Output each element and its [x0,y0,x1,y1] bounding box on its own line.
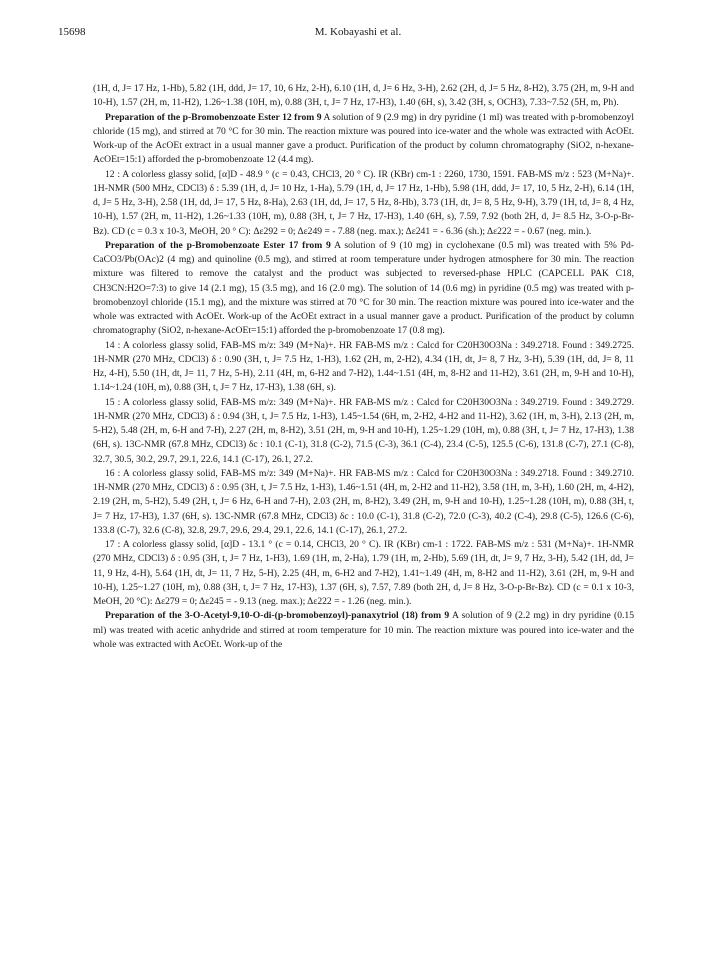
section-heading: Preparation of the p-Bromobenzoate Ester 12 from 9 [105,111,322,123]
paragraph [93,82,634,111]
paragraph-text: 15 : A colorless glassy solid, FAB-MS m/z: 349 (M+Na)+. HR FAB-MS m/z : Calcd for C20H30O3Na : 349.2719. Found : 349.2729. 1H-NMR (270 MHz, CDCl3) δ : 0.94 (3H, t, J= 7.5 Hz, 1-H3), 1.45~1.54 (6H, m, 2-H2, 4-H2 and 11-H2), 3.62 (1H, m, 3-H), 2.13 (2H, m, 5-H2), 5.48 (2H, m, 6-H and 7-H), 2.27 (2H, m, 8-H2), 3.51 (2H, m, 9-H and 10-H), 1.25~1.29 (10H, m), 0.88 (3H, t, J= 7 Hz, 17-H3), 1.38 (6H, s). 13C-NMR (67.8 MHz, CDCl3) δc : 10.1 (C-1), 31.8 (C-2), 71.5 (C-3), 36.1 (C-4), 23.4 (C-5), 125.5 (C-6), 131.8 (C-7), 27.1 (C-8), 32.7, 30.5, 30.2, 29.7, 29.1, 22.6, 14.1 (C-17), 26.1, 27.2. [93,396,634,465]
paragraph-text: 12 : A colorless glassy solid, [α]D - 48.9 ° (c = 0.43, CHCl3, 20 ° C). IR (KBr) cm-1 : 2260, 1730, 1591. FAB-MS m/z : 523 (M+Na)+. 1H-NMR (500 MHz, CDCl3) δ : 5.39 (1H, d, J= 10 Hz, 1-Ha), 5.79 (1H, d, J= 17 Hz, 1-Hb), 5.98 (1H, ddd, J= 17, 10, 5 Hz, 2-H), 6.14 (1H, d, J= 5 Hz, 3-H), 2.58 (1H, dd, J= 17, 5 Hz, 8-Ha), 2.63 (1H, dd, J= 17, 5 Hz, 8-Hb), 3.73 (1H, dt, J= 8, 5 Hz, 9-H), 3.79 (1H, td, J= 8, 4 Hz, 10-H), 1.57 (2H, m, 11-H2), 1.26~1.33 (10H, m), 0.88 (3H, t, J= 7 Hz, 17-H3), 1.40 (6H, s), 7.59, 7.92 (both 2H, d, J= 8.5 Hz, 3-O-p-Br-Bz). CD (c = 0.3 x 10-3, MeOH, 20 ° C): Δε292 = 0; Δε249 = - 7.88 (neg. max.); Δε241 = - 6.36 (sh.); Δε222 = - 0.67 (neg. min.). [93,168,634,237]
paragraph [93,168,634,239]
page-number: 15698 [58,26,86,38]
paragraph [93,111,634,168]
paragraph [93,339,634,396]
paragraph-text: A solution of 9 (2.2 mg) in dry pyridine (0.15 ml) was treated with acetic anhydride and stirred at room temperature for 10 min. The reaction mixture was poured into ice-water and the whole was extracted with AcOEt. Work-up of the [93,610,634,650]
paragraph-text: 16 : A colorless glassy solid, FAB-MS m/z: 349 (M+Na)+. HR FAB-MS m/z : Calcd for C20H30O3Na : 349.2718. Found : 349.2710. 1H-NMR (270 MHz, CDCl3) δ : 0.95 (3H, t, J= 7.5 Hz, 1-H3), 1.46~1.51 (4H, m, 2-H2 and 11-H2), 3.58 (1H, m, 3-H), 1.60 (2H, m, 4-H2), 2.19 (2H, m, 5-H2), 5.49 (2H, t, J= 6 Hz, 6-H and 7-H), 2.03 (2H, m, 8-H2), 3.49 (2H, m, 9-H and 10-H), 1.25~1.28 (10H, m), 0.88 (3H, t, J= 7 Hz, 17-H3), 1.37 (6H, s). 13C-NMR (67.8 MHz, CDCl3) δc : 10.0 (C-1), 31.8 (C-2), 72.0 (C-3), 40.2 (C-4), 29.8 (C-5), 126.6 (C-6), 133.8 (C-7), 32.6 (C-8), 32.8, 29.7, 29.6, 29.4, 29.1, 22.6, 14.1 (C-17), 26.1, 27.2. [93,467,634,536]
paragraph [93,538,634,609]
paragraph-text: (1H, d, J= 17 Hz, 1-Hb), 5.82 (1H, ddd, J= 17, 10, 6 Hz, 2-H), 6.10 (1H, d, J= 6 Hz, 3-H), 2.62 (2H, d, J= 5 Hz, 8-H2), 3.75 (2H, m, 9-H and 10-H), 1.57 (2H, m, 11-H2), 1.26~1.38 (10H, m), 0.88 (3H, t, J= 7 Hz, 17-H3), 1.40 (6H, s), 3.42 (3H, s, OCH3), 7.33~7.52 (5H, m, Ph). [93,83,634,109]
paragraph-text: A solution of 9 (2.9 mg) in dry pyridine (1 ml) was treated with p-bromobenzoyl chloride (15 mg), and stirred at 70 °C for 30 min. The reaction mixture was poured into ice-water and the whole was extracted with AcOEt. Work-up of the AcOEt extract in a usual manner gave a product. Purification of the product by column chromatography (SiO2, n-hexane-AcOEt=15:1) afforded the p-bromobenzoate 12 (4.4 mg). [93,111,635,166]
section-heading: Preparation of the 3-O-Acetyl-9,10-O-di-(p-bromobenzoyl)-panaxytriol (18) from 9 [105,610,450,622]
running-title: M. Kobayashi et al. [314,26,402,38]
paragraph-text: 17 : A colorless glassy solid, [α]D - 13.1 ° (c = 0.14, CHCl3, 20 ° C). IR (KBr) cm-1 : 1722. FAB-MS m/z : 531 (M+Na)+. 1H-NMR (270 MHz, CDCl3) δ : 0.95 (3H, t, J= 7 Hz, 1-H3), 1.69 (1H, m, 2-Ha), 1.79 (1H, m, 2-Hb), 5.69 (1H, dt, J= 9, 7 Hz, 3-H), 5.42 (1H, dd, J= 11, 9 Hz, 4-H), 5.64 (1H, dt, J= 11, 7 Hz, 5-H), 2.25 (4H, m, 6-H2 and 7-H2), 1.41~1.49 (4H, m, 8-H2 and 11-H2), 3.61 (2H, m, 9-H and 10-H), 1.25~1.27 (10H, m), 0.88 (3H, t, J= 7 Hz, 17-H3), 1.37 (6H, s), 7.57, 7.89 (both 2H, d, J= 8 Hz, 3-O-p-Br-Bz). CD (c = 0.1 x 10-3, MeOH, 20 °C): Δε279 = 0; Δε245 = - 9.13 (neg. max.); Δε222 = - 1.26 (neg. min.). [93,539,634,607]
paragraph [93,609,634,652]
paragraph [93,396,634,467]
body-text [93,82,634,652]
paragraph-text: A solution of 9 (10 mg) in cyclohexane (0.5 ml) was treated with 5% Pd-CaCO3/Pb(OAc)2 (4 mg) and quinoline (0.5 mg), and stirred at room temperature under hydrogen atmosphere for 30 min. The reaction mixture was filtered to remove the catalyst and the product was subjected to reversed-phase HPLC (CAPCELL PAK C18, CH3CN:H2O=7:3) to give 14 (2.1 mg), 15 (3.5 mg), and 16 (2.0 mg). The solution of 14 (0.6 mg) in pyridine (0.5 mg) was treated with p-bromobenzoyl chloride (15.1 mg), and the mixture was stirred at 70 °C for 30 min. The reaction mixture was poured into ice-water and the whole was extracted with AcOEt. Work-up of the AcOEt extract in a usual manner gave a product. Purification of the product by column chromatography (SiO2, n-hexane-AcOEt=15:1) afforded the p-bromobenzoate 17 (0.8 mg). [93,239,635,337]
paragraph [93,467,634,538]
paragraph [93,239,634,339]
section-heading: Preparation of the p-Bromobenzoate Ester 17 from 9 [105,239,331,251]
page-header [58,26,658,42]
paragraph-text: 14 : A colorless glassy solid, FAB-MS m/z: 349 (M+Na)+. HR FAB-MS m/z : Calcd for C20H30O3Na : 349.2718. Found : 349.2725. 1H-NMR (270 MHz, CDCl3) δ : 0.90 (3H, t, J= 7.5 Hz, 1-H3), 1.62 (2H, m, 2-H2), 4.34 (1H, dt, J= 8, 7 Hz, 3-H), 5.39 (1H, dd, J= 8, 11 Hz, 4-H), 5.50 (1H, dt, J= 11, 7 Hz, 5-H), 2.11 (4H, m, 6-H2 and 7-H2), 1.44~1.51 (4H, m, 8-H2 and 11-H2), 3.61 (2H, m, 9-H and 10-H), 1.14~1.24 (10H, m), 0.88 (3H, t, J= 7 Hz, 17-H3), 1.38 (6H, s). [93,339,634,394]
